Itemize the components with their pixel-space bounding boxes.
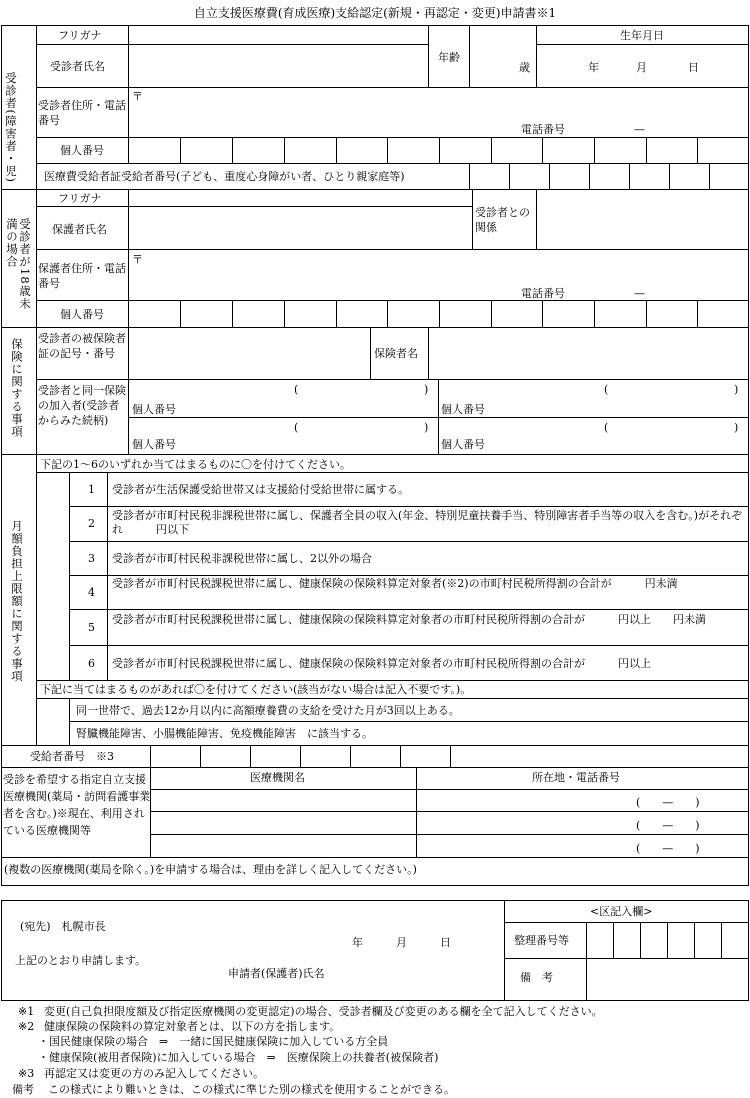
option-number: 4 [88,586,95,599]
note-text: 再認定又は変更の方のみ記入してください。 [44,1067,264,1080]
birthdate-label: 生年月日 [620,29,664,42]
limit-section-label: 月額負担上限額に関する事項 [10,520,24,683]
guardian-mynumber-field[interactable] [130,302,746,325]
note-mark: ※1 [18,1005,35,1018]
option-text: 受診者が市町村民税非課税世帯に属し、2以外の場合 [112,552,372,565]
member-2-mynumber-label: 個人番号 [441,403,485,416]
guardian-phone-dash: — [634,287,645,300]
insurer-field[interactable] [430,329,746,377]
guardian-name-field[interactable] [130,208,470,248]
relation-label: 受診者との関係 [475,206,530,234]
guardian-section-label: 受診者が18歳未満の場合 [5,218,32,310]
insurance-card-field[interactable] [130,329,368,377]
guardian-phone-label: 電話番号 [521,287,565,300]
member-4-paren-open: ( [604,421,609,434]
extra-mark-cell-2[interactable] [37,722,68,744]
guardian-name-label: 保護者氏名 [52,223,107,236]
limit-intro: 下記の1～6のいずれか当てはまるものに〇を付けてください。 [40,458,351,471]
member-1-paren-close: ) [424,383,429,396]
applicant-name-field[interactable] [345,960,500,990]
guardian-furigana-label: フリガナ [58,192,102,205]
member-3-mynumber-label: 個人番号 [132,438,176,451]
extra-item-2: 腎臓機能障害、小腸機能障害、免疫機能障害 に該当する。 [76,727,373,740]
note-mark: ※2 [18,1020,35,1033]
note-text: 健康保険の保険料の算定対象者とは、以下の方を指します。 [44,1020,341,1033]
member-3-paren-open: ( [294,421,299,434]
institution-name-field-3[interactable] [152,836,414,856]
member-1-paren-open: ( [294,383,299,396]
option-text: 受診者が生活保護受給世帯又は支援給付受給世帯に属する。 [112,483,409,496]
institution-phone-1: ( — ) [636,796,700,809]
member-2-paren-open: ( [604,383,609,396]
ward-note-label: 備 考 [520,971,553,984]
patient-mynumber-field[interactable] [130,139,746,161]
col-institution-name: 医療機関名 [250,771,305,784]
birth-year-label: 年 [588,61,599,74]
reason-field[interactable] [3,876,747,884]
relation-field[interactable] [538,191,746,247]
patient-address-field[interactable] [140,89,746,123]
age-unit: 歳 [519,61,530,74]
birth-day-label: 日 [688,61,699,74]
medical-institution-label: 受診を希望する指定自立支援医療機関(薬局・訪問看護事業者を含む。)※現在、利用されている医療機関等 [3,773,151,837]
institution-phone-2: ( — ) [636,819,700,832]
patient-mynumber-label: 個人番号 [60,144,104,157]
member-2-field[interactable] [440,381,746,415]
option-number: 3 [88,552,95,565]
member-4-mynumber-label: 個人番号 [441,438,485,451]
member-4-field[interactable] [440,419,746,452]
extra-mark-cell-1[interactable] [37,699,68,720]
insurance-section-label: 保険に関する事項 [10,338,24,438]
institution-phone-3: ( — ) [636,842,700,855]
option-number: 6 [88,657,95,670]
application-statement: 上記のとおり申請します。 [15,954,147,967]
reason-instruction: (複数の医療機関(薬局を除く。)を申請する場合は、理由を詳しく記入してください。) [4,863,417,876]
note-mark: 備考 [12,1083,34,1096]
option-number: 1 [88,483,95,496]
insurance-card-label: 受診者の被保険者証の記号・番号 [38,332,126,360]
members-label: 受診者と同一保険の加入者(受診者からみた続柄) [38,384,126,427]
institution-name-field-2[interactable] [152,813,414,833]
option-text: 受診者が市町村民税課税世帯に属し、健康保険の保険料算定対象者の市町村民税所得割の合計が 円以上 円未満 [112,613,706,626]
patient-phone-label: 電話番号 [521,123,565,136]
option-number: 2 [88,517,95,530]
member-1-mynumber-label: 個人番号 [132,403,176,416]
patient-postal-mark: 〒 [132,90,143,103]
age-field[interactable] [471,27,511,85]
ward-section-title: <区記入欄> [590,905,653,918]
ward-reference-label: 整理番号等 [514,934,569,947]
institution-name-field-1[interactable] [152,791,414,810]
note-text: ・国民健康保険の場合 ⇒ 一緒に国民健康保険に加入している方全員 [38,1035,389,1048]
patient-name-label: 受診者氏名 [50,60,105,73]
option-text: 受診者が市町村民税非課税世帯に属し、保護者全員の収入(年金、特別児童扶養手当、特別障害者手当等の収入を含む。)がそれぞれ 円以下 [112,509,743,536]
member-4-paren-close: ) [734,421,739,434]
note-mark: ※3 [18,1067,35,1080]
note-text: 変更(自己負担限度額及び指定医療機関の変更認定)の場合、受診者欄及び変更のある欄を全て記入してください。 [44,1005,603,1018]
member-1-field[interactable] [130,381,436,415]
guardian-address-field[interactable] [140,251,746,285]
recipient-number-field[interactable] [152,747,448,765]
option-text: 受診者が市町村民税課税世帯に属し、健康保険の保険料算定対象者(※2)の市町村民税所得割の合計が 円未満 [112,577,678,590]
col-address-phone: 所在地・電話番号 [532,771,620,784]
guardian-address-label: 保護者住所・電話番号 [38,262,126,290]
application-date: 年 月 日 [352,936,451,949]
birthdate-field[interactable] [538,46,746,86]
member-2-paren-close: ) [734,383,739,396]
guardian-mynumber-label: 個人番号 [60,308,104,321]
note-text: この様式により難いときは、この様式に準じた別の様式を使用することができる。 [48,1083,455,1096]
patient-cert-label: 医療費受給者証受給者番号(子ども、重度心身障がい者、ひとり親家庭等) [44,170,405,183]
form-title: 自立支援医療費(育成医療)支給認定(新規・再認定・変更)申請書※1 [193,6,557,20]
member-3-field[interactable] [130,419,436,452]
note-text: ・健康保険(被用者保険)に加入している場合 ⇒ 医療保険上の扶養者(被保険者) [38,1051,439,1064]
insurer-label: 保険者名 [374,347,418,360]
extra-intro: 下記に当てはまるものがあれば〇を付けてください(該当がない場合は記入不要です。)。 [40,683,472,696]
patient-furigana-label: フリガナ [58,29,102,42]
extra-item-1: 同一世帯で、過去12か月以内に高額療養費の支給を受けた月が3回以上ある。 [76,704,460,717]
guardian-postal-mark: 〒 [132,253,143,266]
option-text: 受診者が市町村民税課税世帯に属し、健康保険の保険料算定対象者の市町村民税所得割の合計が 円以上 [112,657,651,670]
patient-cert-field[interactable] [471,165,747,187]
patient-name-field[interactable] [130,46,426,86]
member-3-paren-close: ) [424,421,429,434]
recipient-number-label: 受給者番号 ※3 [30,750,114,763]
applicant-name-label: 申請者(保護者)氏名 [228,967,325,980]
addressee: (宛先) 札幌市長 [20,920,106,933]
age-label: 年齢 [438,51,460,64]
patient-address-label: 受診者住所・電話番号 [38,99,126,127]
patient-phone-dash: — [634,123,645,136]
birth-month-label: 月 [636,61,647,74]
patient-section-label: 受診者(障害者・児) [4,72,18,183]
option-number: 5 [88,621,95,634]
